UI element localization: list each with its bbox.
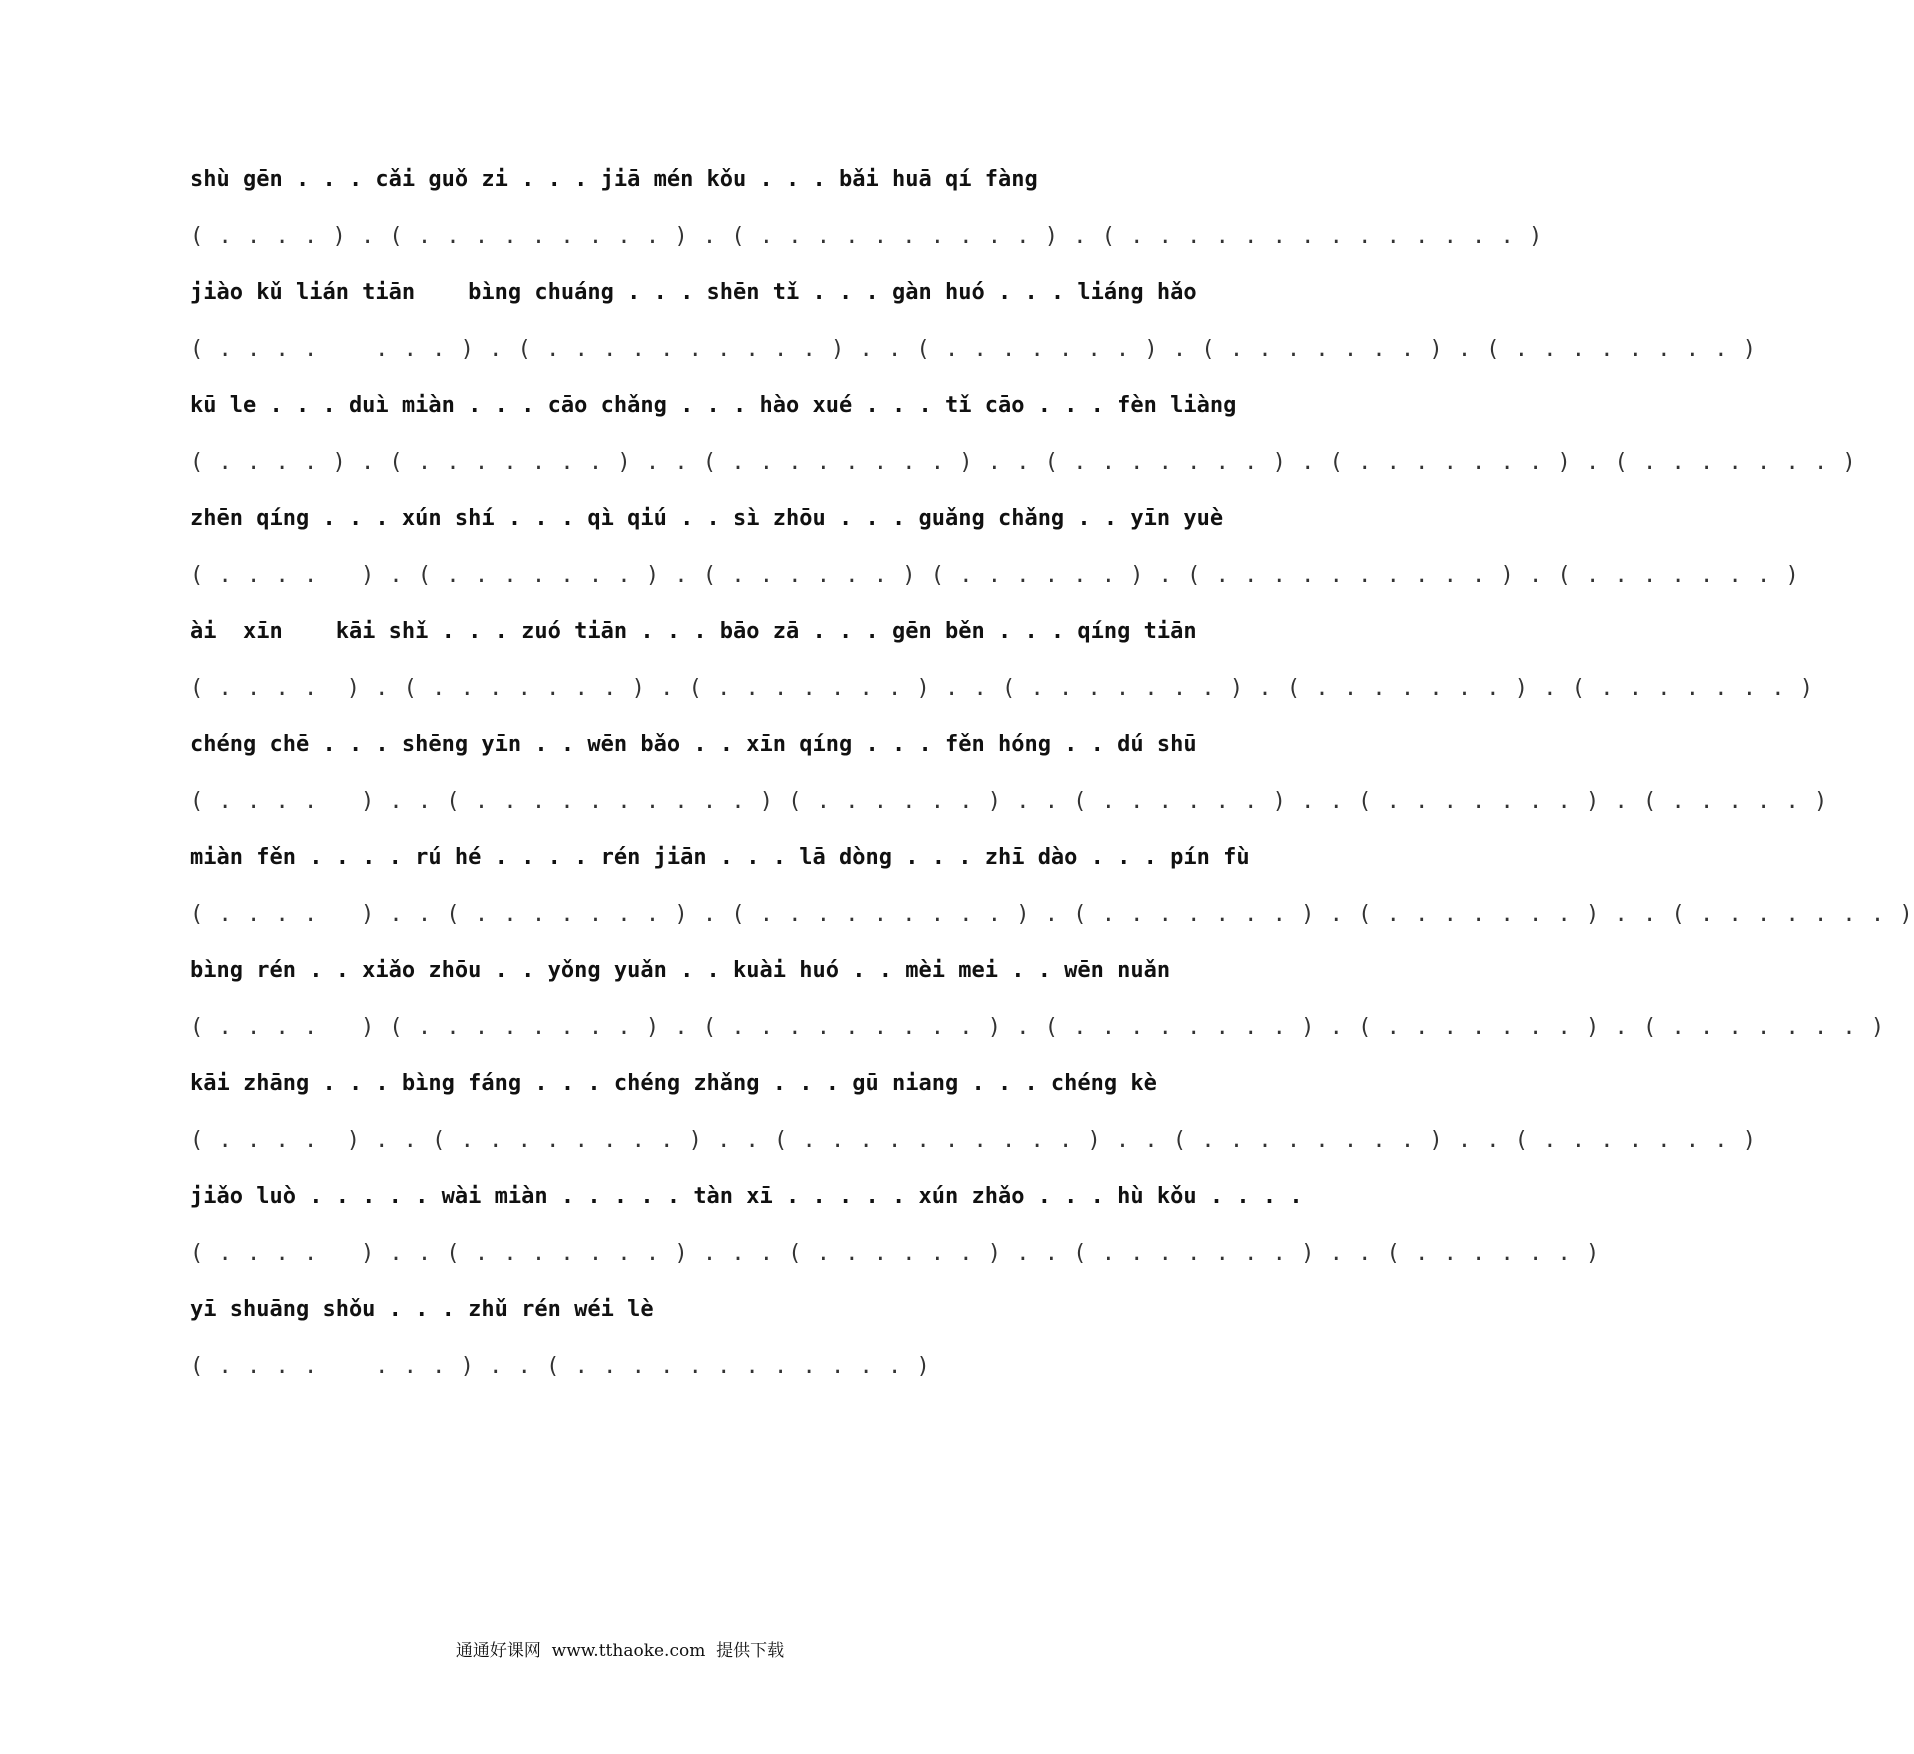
answer-blanks-row: ( . . . . ) . . ( . . . . . . . ) . . . ( . . . . . . ) . . ( . . . . . . . ) . . ( . . . . . . ) bbox=[190, 1241, 1601, 1266]
answer-blanks-row: ( . . . . ) . . ( . . . . . . . ) . ( . . . . . . . . . ) . ( . . . . . . . ) . ( . . . . . . . ) . . ( . . . . . . . ) bbox=[190, 902, 1914, 927]
pinyin-exercise bbox=[190, 167, 1914, 1411]
pinyin-row: shù gēn . . . cǎi guǒ zi . . . jiā mén kǒu . . . bǎi huā qí fàng bbox=[190, 167, 1038, 192]
pinyin-row: bìng rén . . xiǎo zhōu . . yǒng yuǎn . . kuài huó . . mèi mei . . wēn nuǎn bbox=[190, 958, 1171, 983]
answer-blanks-row: ( . . . . . . . ) . ( . . . . . . . . . . ) . . ( . . . . . . . ) . ( . . . . . . . ) . ( . . . . . . . . ) bbox=[190, 337, 1757, 362]
pinyin-row: kāi zhāng . . . bìng fáng . . . chéng zhǎng . . . gū niang . . . chéng kè bbox=[190, 1071, 1157, 1096]
answer-blanks-row: ( . . . . ) . ( . . . . . . . ) . ( . . . . . . ) ( . . . . . . ) . ( . . . . . . . . . . ) . ( . . . . . . . ) bbox=[190, 563, 1800, 588]
answer-blanks-row: ( . . . . ) . ( . . . . . . . ) . ( . . . . . . . ) . . ( . . . . . . . ) . ( . . . . . . . ) . ( . . . . . . . ) bbox=[190, 676, 1814, 701]
answer-blanks-row: ( . . . . ) . . ( . . . . . . . . ) . . ( . . . . . . . . . . ) . . ( . . . . . . . . ) . . ( . . . . . . . ) bbox=[190, 1128, 1757, 1153]
pinyin-row: miàn fěn . . . . rú hé . . . . rén jiān . . . lā dòng . . . zhī dào . . . pín fù bbox=[190, 845, 1250, 870]
answer-blanks-row: ( . . . . ) . ( . . . . . . . ) . . ( . . . . . . . . ) . . ( . . . . . . . ) . ( . . . . . . . ) . ( . . . . . . . ) bbox=[190, 450, 1857, 475]
pinyin-row: jiǎo luò . . . . . wài miàn . . . . . tàn xī . . . . . xún zhǎo . . . hù kǒu . . . . bbox=[190, 1184, 1303, 1209]
pinyin-row: yī shuāng shǒu . . . zhǔ rén wéi lè bbox=[190, 1297, 654, 1322]
answer-blanks-row: ( . . . . ) . ( . . . . . . . . . ) . ( . . . . . . . . . . ) . ( . . . . . . . . . . . . . . ) bbox=[190, 224, 1544, 249]
pinyin-row: kū le . . . duì miàn . . . cāo chǎng . . . hào xué . . . tǐ cāo . . . fèn liàng bbox=[190, 393, 1237, 418]
footer-source-note: 通通好课网 www.tthaoke.com 提供下载 bbox=[455, 1641, 785, 1661]
pinyin-row: zhēn qíng . . . xún shí . . . qì qiú . . sì zhōu . . . guǎng chǎng . . yīn yuè bbox=[190, 506, 1224, 531]
answer-blanks-row: ( . . . . ) ( . . . . . . . . ) . ( . . . . . . . . . ) . ( . . . . . . . . ) . ( . . . . . . . ) . ( . . . . . . . ) bbox=[190, 1015, 1886, 1040]
answer-blanks-row: ( . . . . ) . . ( . . . . . . . . . . ) ( . . . . . . ) . . ( . . . . . . ) . . ( . . . . . . . ) . ( . . . . . ) bbox=[190, 789, 1829, 814]
pinyin-row: jiào kǔ lián tiān bìng chuáng . . . shēn tǐ . . . gàn huó . . . liáng hǎo bbox=[190, 280, 1197, 305]
answer-blanks-row: ( . . . . . . . ) . . ( . . . . . . . . . . . . ) bbox=[190, 1354, 931, 1379]
pinyin-row: ài xīn kāi shǐ . . . zuó tiān . . . bāo zā . . . gēn běn . . . qíng tiān bbox=[190, 619, 1197, 644]
pinyin-row: chéng chē . . . shēng yīn . . wēn bǎo . . xīn qíng . . . fěn hóng . . dú shū bbox=[190, 732, 1197, 757]
